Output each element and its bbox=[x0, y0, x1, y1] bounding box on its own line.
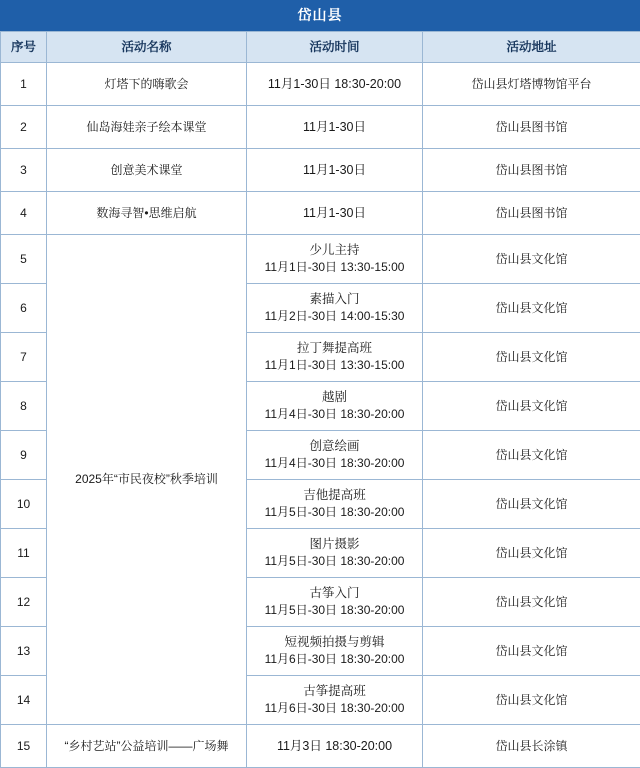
activities-table bbox=[0, 31, 640, 768]
activity-time-line1: 11月1-30日 bbox=[250, 205, 419, 222]
activity-address: 岱山县图书馆 bbox=[423, 149, 640, 192]
activity-time-line1: 吉他提高班 bbox=[250, 487, 419, 504]
activity-name-merged: 2025年“市民夜校”秋季培训 bbox=[47, 235, 247, 725]
row-number: 5 bbox=[1, 235, 47, 284]
table-row bbox=[1, 106, 640, 149]
activity-time-line1: 越剧 bbox=[250, 389, 419, 406]
activity-time-line2: 11月5日-30日 18:30-20:00 bbox=[250, 504, 419, 520]
activity-address: 岱山县文化馆 bbox=[423, 578, 640, 627]
activity-time-line1: 11月1-30日 bbox=[250, 162, 419, 179]
column-header-time: 活动时间 bbox=[247, 32, 423, 63]
activity-time-line1: 少儿主持 bbox=[250, 242, 419, 259]
activity-time bbox=[247, 431, 423, 480]
column-header-address: 活动地址 bbox=[423, 32, 640, 63]
activity-time bbox=[247, 63, 423, 106]
row-number: 14 bbox=[1, 676, 47, 725]
activity-time bbox=[247, 284, 423, 333]
activity-time-line2: 11月1日-30日 13:30-15:00 bbox=[250, 357, 419, 373]
activity-address: 岱山县文化馆 bbox=[423, 480, 640, 529]
activity-time bbox=[247, 235, 423, 284]
activity-time-line2: 11月1日-30日 13:30-15:00 bbox=[250, 259, 419, 275]
activity-time-line1: 11月1-30日 bbox=[250, 119, 419, 136]
activity-time bbox=[247, 676, 423, 725]
row-number: 1 bbox=[1, 63, 47, 106]
activity-time-line2: 11月4日-30日 18:30-20:00 bbox=[250, 455, 419, 471]
row-number: 3 bbox=[1, 149, 47, 192]
table-row bbox=[1, 149, 640, 192]
activity-address: 岱山县图书馆 bbox=[423, 106, 640, 149]
activity-time-line2: 11月5日-30日 18:30-20:00 bbox=[250, 553, 419, 569]
activity-time-line1: 拉丁舞提高班 bbox=[250, 340, 419, 357]
activity-address: 岱山县文化馆 bbox=[423, 284, 640, 333]
activity-address: 岱山县文化馆 bbox=[423, 431, 640, 480]
activity-time bbox=[247, 106, 423, 149]
activity-time-line1: 11月3日 18:30-20:00 bbox=[250, 738, 419, 755]
column-header-no: 序号 bbox=[1, 32, 47, 63]
row-number: 4 bbox=[1, 192, 47, 235]
row-number: 7 bbox=[1, 333, 47, 382]
activity-time-line2: 11月6日-30日 18:30-20:00 bbox=[250, 700, 419, 716]
activity-time-line1: 古筝入门 bbox=[250, 585, 419, 602]
activity-address: 岱山县长涂镇 bbox=[423, 725, 640, 768]
activity-address: 岱山县文化馆 bbox=[423, 382, 640, 431]
activity-time-line1: 短视频拍摄与剪辑 bbox=[250, 634, 419, 651]
row-number: 2 bbox=[1, 106, 47, 149]
activity-time bbox=[247, 192, 423, 235]
activity-time-line2: 11月6日-30日 18:30-20:00 bbox=[250, 651, 419, 667]
row-number: 8 bbox=[1, 382, 47, 431]
activity-time bbox=[247, 480, 423, 529]
table-header-row bbox=[1, 32, 640, 63]
activity-address: 岱山县图书馆 bbox=[423, 192, 640, 235]
activity-address: 岱山县灯塔博物馆平台 bbox=[423, 63, 640, 106]
activity-time bbox=[247, 578, 423, 627]
table-row bbox=[1, 192, 640, 235]
activity-time bbox=[247, 627, 423, 676]
activity-time-line1: 创意绘画 bbox=[250, 438, 419, 455]
activity-address: 岱山县文化馆 bbox=[423, 676, 640, 725]
row-number: 12 bbox=[1, 578, 47, 627]
activity-time-line2: 11月2日-30日 14:00-15:30 bbox=[250, 308, 419, 324]
activity-time-line2: 11月5日-30日 18:30-20:00 bbox=[250, 602, 419, 618]
activity-time-line1: 11月1-30日 18:30-20:00 bbox=[250, 76, 419, 93]
activity-time bbox=[247, 529, 423, 578]
activity-time-line1: 图片摄影 bbox=[250, 536, 419, 553]
activity-address: 岱山县文化馆 bbox=[423, 627, 640, 676]
page-title: 岱山县 bbox=[0, 0, 640, 31]
table-row bbox=[1, 63, 640, 106]
activity-time bbox=[247, 149, 423, 192]
activity-name: 创意美术课堂 bbox=[47, 149, 247, 192]
activity-name: “乡村艺站”公益培训——广场舞 bbox=[47, 725, 247, 768]
activity-time-line2: 11月4日-30日 18:30-20:00 bbox=[250, 406, 419, 422]
activity-time bbox=[247, 725, 423, 768]
table-row bbox=[1, 235, 640, 284]
row-number: 6 bbox=[1, 284, 47, 333]
column-header-name: 活动名称 bbox=[47, 32, 247, 63]
activity-time-line1: 素描入门 bbox=[250, 291, 419, 308]
row-number: 10 bbox=[1, 480, 47, 529]
table-row bbox=[1, 725, 640, 768]
activity-name: 仙岛海娃亲子绘本课堂 bbox=[47, 106, 247, 149]
activity-address: 岱山县文化馆 bbox=[423, 333, 640, 382]
row-number: 13 bbox=[1, 627, 47, 676]
activity-address: 岱山县文化馆 bbox=[423, 235, 640, 284]
activity-time-line1: 古筝提高班 bbox=[250, 683, 419, 700]
row-number: 9 bbox=[1, 431, 47, 480]
activity-name: 灯塔下的嗨歌会 bbox=[47, 63, 247, 106]
row-number: 11 bbox=[1, 529, 47, 578]
activity-time bbox=[247, 333, 423, 382]
activity-name: 数海寻智•思维启航 bbox=[47, 192, 247, 235]
activity-time bbox=[247, 382, 423, 431]
activity-address: 岱山县文化馆 bbox=[423, 529, 640, 578]
row-number: 15 bbox=[1, 725, 47, 768]
